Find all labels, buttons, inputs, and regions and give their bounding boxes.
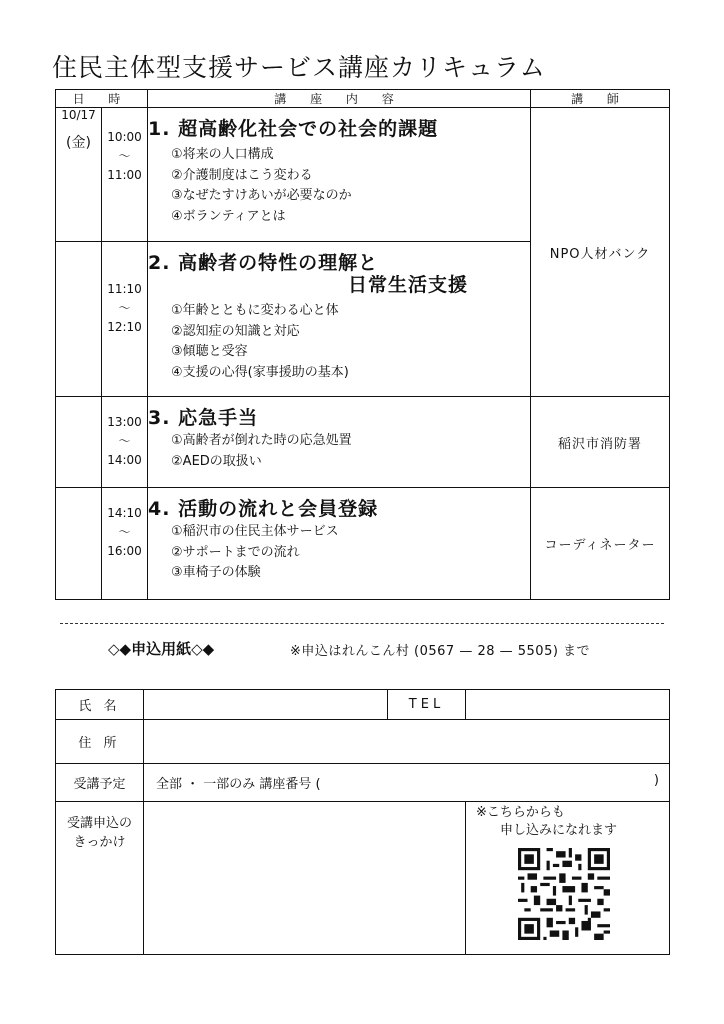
session-item: ③傾聴と受容 [171,344,248,359]
session-content [148,242,531,397]
time-separator: 〜 [118,525,131,539]
name-field[interactable] [144,690,388,720]
session-item: ④ボランティアとは [171,208,286,224]
session-items [148,145,530,227]
session-date-empty [56,488,102,600]
plan-options: 全部 ・ 一部のみ 講座番号 ( [156,777,321,792]
session-title: 2. 高齢者の特性の理解と [148,252,379,274]
address-field[interactable] [144,720,670,764]
session-item: ④支援の心得(家事援助の基本) [171,364,349,380]
lecturer-cell: 稲沢市消防署 [531,397,670,488]
reason-label [56,802,144,955]
reason-label-line1: 受講申込の [66,816,132,831]
session-item: ②サポートまでの流れ [171,544,300,560]
session-item: ②認知症の知識と対応 [171,323,300,339]
session-title-line2: 日常生活支援 [348,274,469,296]
session-item: ③車椅子の体験 [171,565,261,580]
qr-code-icon[interactable] [518,848,610,940]
session-item: ③なぜたすけあいが必要なのか [171,188,352,203]
session-item: ①高齢者が倒れた時の応急処置 [171,433,352,448]
tel-label: TEL [388,690,466,720]
session-date-empty [56,397,102,488]
qr-note-line1: ※こちらからも [476,805,565,820]
session-content [148,397,531,488]
header-content: 講 座 内 容 [148,90,531,108]
tel-field[interactable] [466,690,670,720]
page-title: 住民主体型支援サービス講座カリキュラム [52,53,546,82]
time-start: 13:00 [107,415,142,429]
reason-field[interactable] [144,802,466,955]
date-weekday: (金) [66,135,91,151]
time-start: 10:00 [107,130,142,144]
time-separator: 〜 [118,434,131,448]
session-item: ②介護制度はこう変わる [171,167,313,183]
time-start: 14:10 [107,506,142,520]
qr-cell [466,802,670,955]
lecturer-cell: NPO人材バンク [531,108,670,397]
time-separator: 〜 [118,301,131,315]
session-date [56,108,102,242]
qr-note-line2: 申し込みになれます [500,823,618,838]
session-time [102,242,148,397]
session-item: ①稲沢市の住民主体サービス [171,524,339,539]
name-label: 氏 名 [56,690,144,720]
session-item: ②AEDの取扱い [171,453,262,469]
time-start: 11:10 [107,282,142,296]
session-title: 1. 超高齢化社会での社会的課題 [148,118,439,140]
time-end: 11:00 [107,168,142,182]
session-title: 4. 活動の流れと会員登録 [148,498,379,520]
session-items [148,522,530,584]
plan-label: 受講予定 [56,764,144,802]
header-datetime: 日 時 [56,90,148,108]
session-title: 3. 応急手当 [148,407,259,429]
cut-line [60,623,664,624]
application-note: ※申込はれんこん村 (0567 — 28 — 5505) まで [290,644,591,659]
time-end: 12:10 [107,320,142,334]
lecturer-cell: コーディネーター [531,488,670,600]
time-separator: 〜 [118,149,131,163]
session-items [148,301,530,383]
curriculum-table [55,89,670,600]
session-time [102,488,148,600]
plan-field[interactable] [144,764,670,802]
reason-label-line2: きっかけ [73,835,126,850]
session-item: ①将来の人口構成 [171,147,274,162]
session-content [148,108,531,242]
session-time [102,108,148,242]
session-content [148,488,531,600]
address-label: 住 所 [56,720,144,764]
time-end: 14:00 [107,453,142,467]
header-lecturer: 講 師 [531,90,670,108]
plan-close: ) [653,773,659,788]
date-day: 10/17 [61,108,96,122]
session-items [148,431,530,472]
time-end: 16:00 [107,544,142,558]
session-time [102,397,148,488]
session-item: ①年齢とともに変わる心と体 [171,303,339,318]
application-form [55,689,670,955]
application-heading: ◇◆申込用紙◇◆ [108,640,215,658]
session-date-empty [56,242,102,397]
